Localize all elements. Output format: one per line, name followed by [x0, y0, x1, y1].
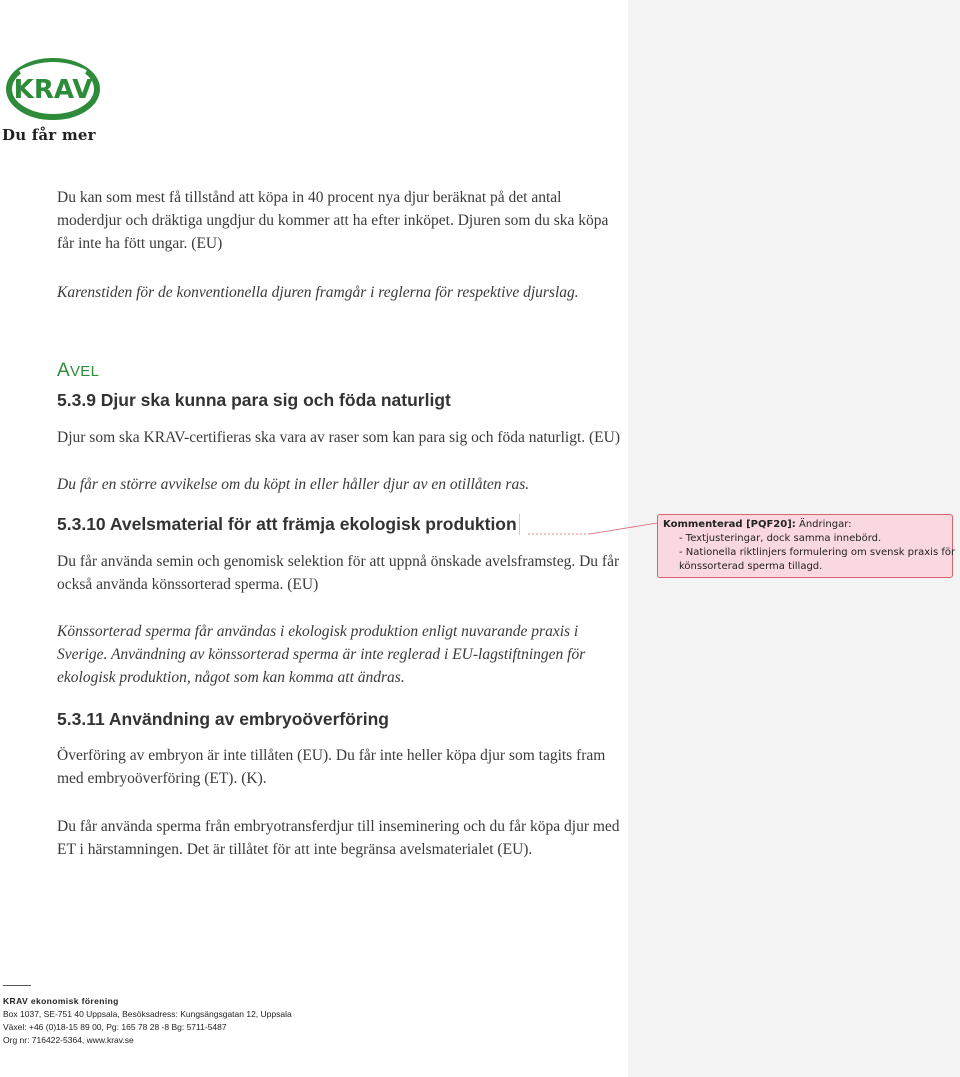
comment-author: Kommenterad [PQF20]:: [663, 519, 796, 530]
heading-5-3-10: 5.3.10 Avelsmaterial för att främja ekologisk produktion: [57, 514, 520, 535]
heading-5-3-11: 5.3.11 Användning av embryoöverföring: [57, 709, 389, 729]
section-title-initial: A: [57, 360, 70, 381]
text-line: Du får använda sperma från embryotransferdjur till inseminering och du får köpa djur med: [57, 818, 620, 835]
paragraph-embryo-transfer: [57, 744, 605, 790]
paragraph-karenstid: Karenstiden för de konventionella djuren framgår i reglerna för respektive djurslag.: [57, 284, 579, 301]
heading-5-3-9: 5.3.9 Djur ska kunna para sig och föda naturligt: [57, 390, 451, 410]
footer-phone: Växel: +46 (0)18-15 89 00, Pg: 165 78 28 -8 Bg: 5711-5487: [3, 1022, 227, 1032]
review-comment[interactable]: [657, 514, 956, 578]
footer-web-link[interactable]: www.krav.se: [86, 1035, 134, 1045]
text-line: Du kan som mest få tillstånd att köpa in 40 procent nya djur beräknat på det antal: [57, 189, 562, 206]
paragraph-purchase-limit: [57, 186, 608, 255]
paragraph-embryo-sperm: [57, 815, 620, 861]
comment-line: könssorterad sperma tillagd.: [679, 561, 823, 572]
comment-title: Ändringar:: [795, 519, 852, 530]
text-line: ET i härstamningen. Det är tillåtet för att inte begränsa avelsmaterialet (EU).: [57, 841, 533, 858]
footer-org: KRAV ekonomisk förening: [3, 996, 119, 1006]
text-line: med embryoöverföring (ET). (K).: [57, 770, 267, 787]
text-line: Du får använda semin och genomisk selektion för att uppnå önskade avelsframsteg. Du får: [57, 553, 620, 570]
paragraph-semin: [57, 550, 619, 596]
paragraph-natural-breeding: Djur som ska KRAV-certifieras ska vara av raser som kan para sig och föda naturligt. (EU): [57, 429, 621, 446]
text-line: moderdjur och dräktiga ungdjur du kommer att ha efter inköpet. Djuren som du ska köpa: [57, 212, 609, 229]
comment-line: - Nationella riktlinjers formulering om svensk praxis för: [679, 547, 956, 558]
paragraph-larger-deviation: Du får en större avvikelse om du köpt in eller håller djur av en otillåten ras.: [57, 476, 530, 493]
krav-logo-icon: [6, 58, 100, 120]
footer-orgnr: [3, 1035, 134, 1045]
logo-tagline: Du får mer: [2, 126, 96, 144]
text-line: Könssorterad sperma får användas i ekologisk produktion enligt nuvarande praxis i: [57, 623, 579, 640]
comment-line: - Textjusteringar, dock samma innebörd.: [679, 533, 882, 544]
footer-address: Box 1037, SE-751 40 Uppsala, Besöksadress: Kungsängsgatan 12, Uppsala: [3, 1009, 292, 1019]
footer-orgnr-text: Org nr: 716422-5364,: [3, 1035, 87, 1045]
text-line: också använda könssorterad sperma. (EU): [57, 576, 319, 593]
text-line: får inte ha fött ungar. (EU): [57, 235, 223, 252]
text-line: Sverige. Användning av könssorterad sperma är inte reglerad i EU-lagstiftningen för: [57, 646, 586, 663]
logo-wordmark: KRAV: [13, 75, 93, 105]
section-title-rest: VEL: [69, 363, 100, 380]
footer-rule: [3, 985, 31, 986]
text-line: ekologisk produktion, något som kan komma att ändras.: [57, 669, 405, 686]
paragraph-sorted-sperm: [57, 620, 585, 689]
section-title-avel: [57, 360, 99, 382]
text-line: Överföring av embryon är inte tillåten (EU). Du får inte heller köpa djur som tagits fram: [57, 747, 606, 764]
